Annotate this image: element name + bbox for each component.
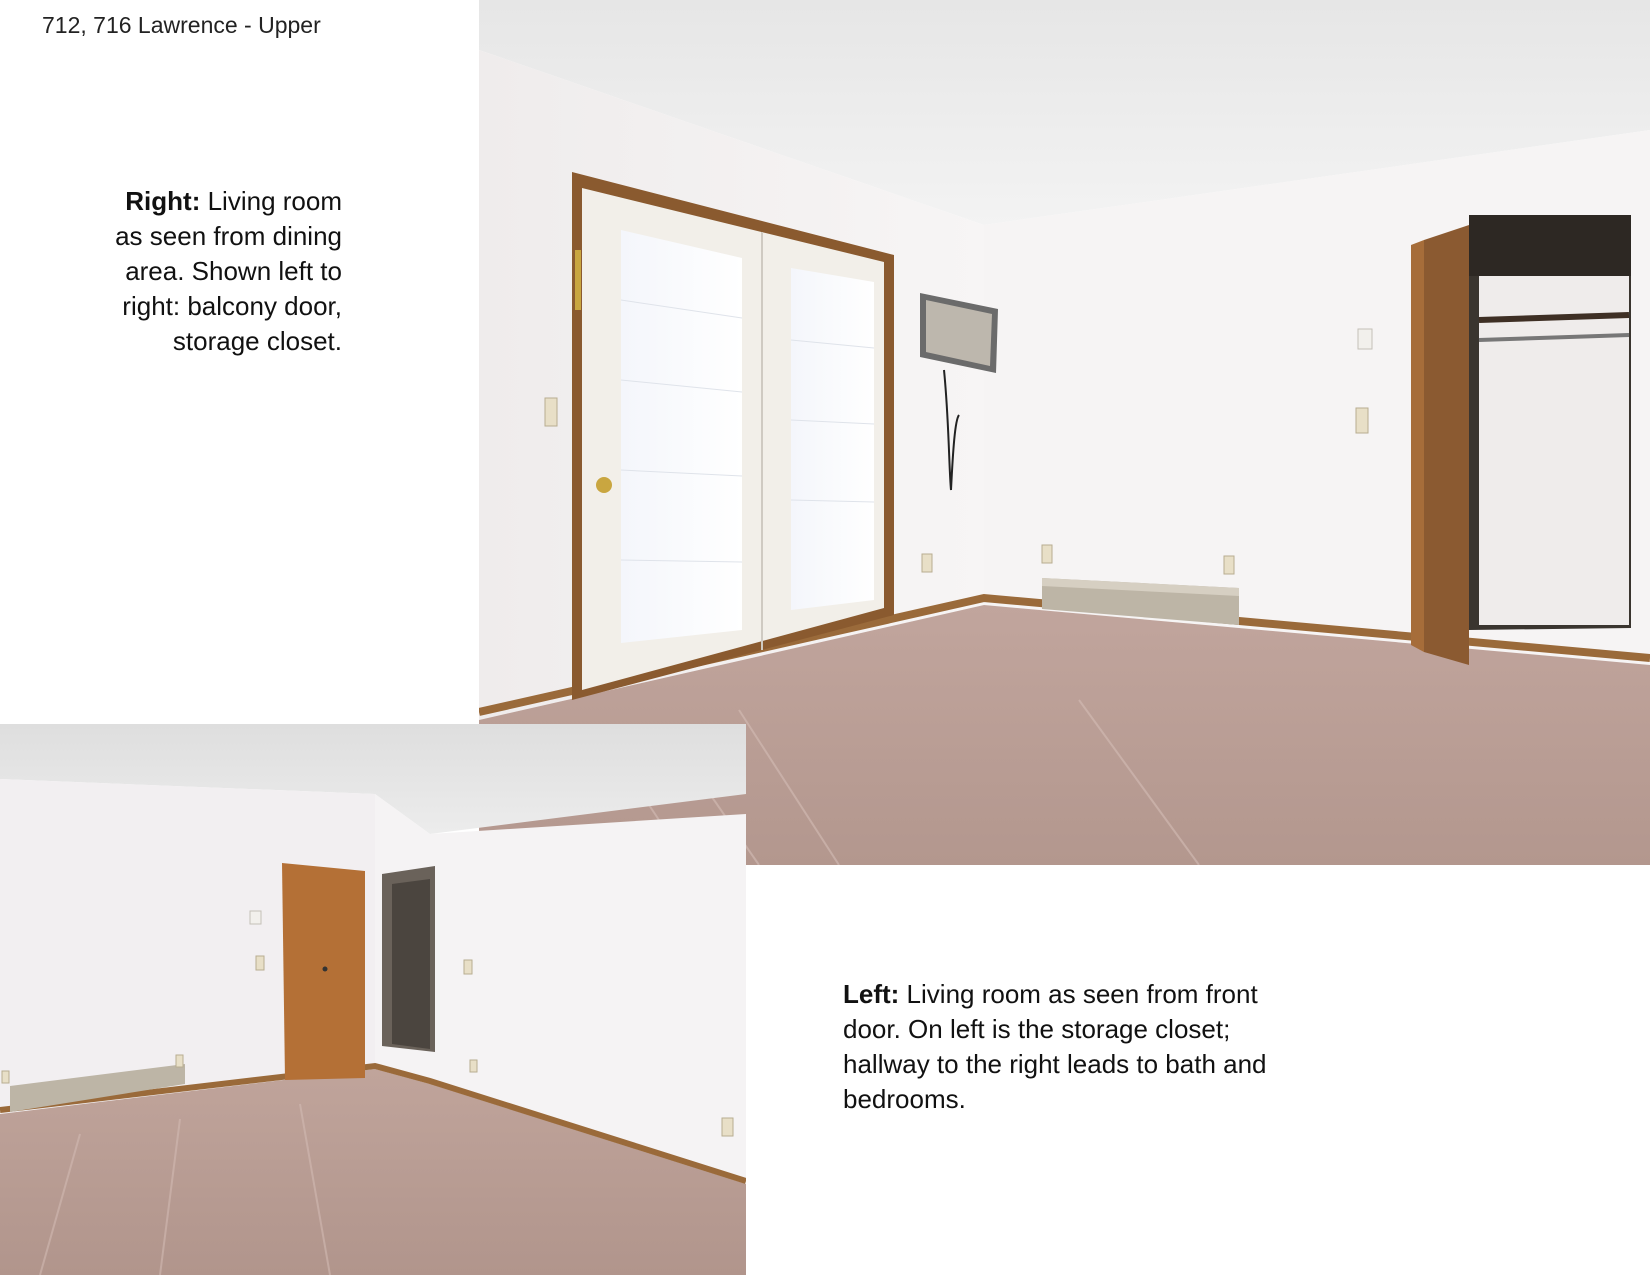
caption-left — [843, 977, 1313, 1117]
caption-right-text: Living room as seen from dining area. Shown left to right: balcony door, storage closet. — [115, 186, 342, 356]
photo-living-room-from-front-door — [0, 724, 746, 1275]
caption-left-label: Left: — [843, 979, 900, 1009]
caption-left-text: Living room as seen from front door. On left is the storage closet; hallway to the right leads to bath and bedrooms. — [843, 979, 1267, 1114]
page-title: 712, 716 Lawrence - Upper — [42, 12, 321, 38]
caption-right-label: Right: — [125, 186, 201, 216]
caption-right — [110, 184, 342, 359]
